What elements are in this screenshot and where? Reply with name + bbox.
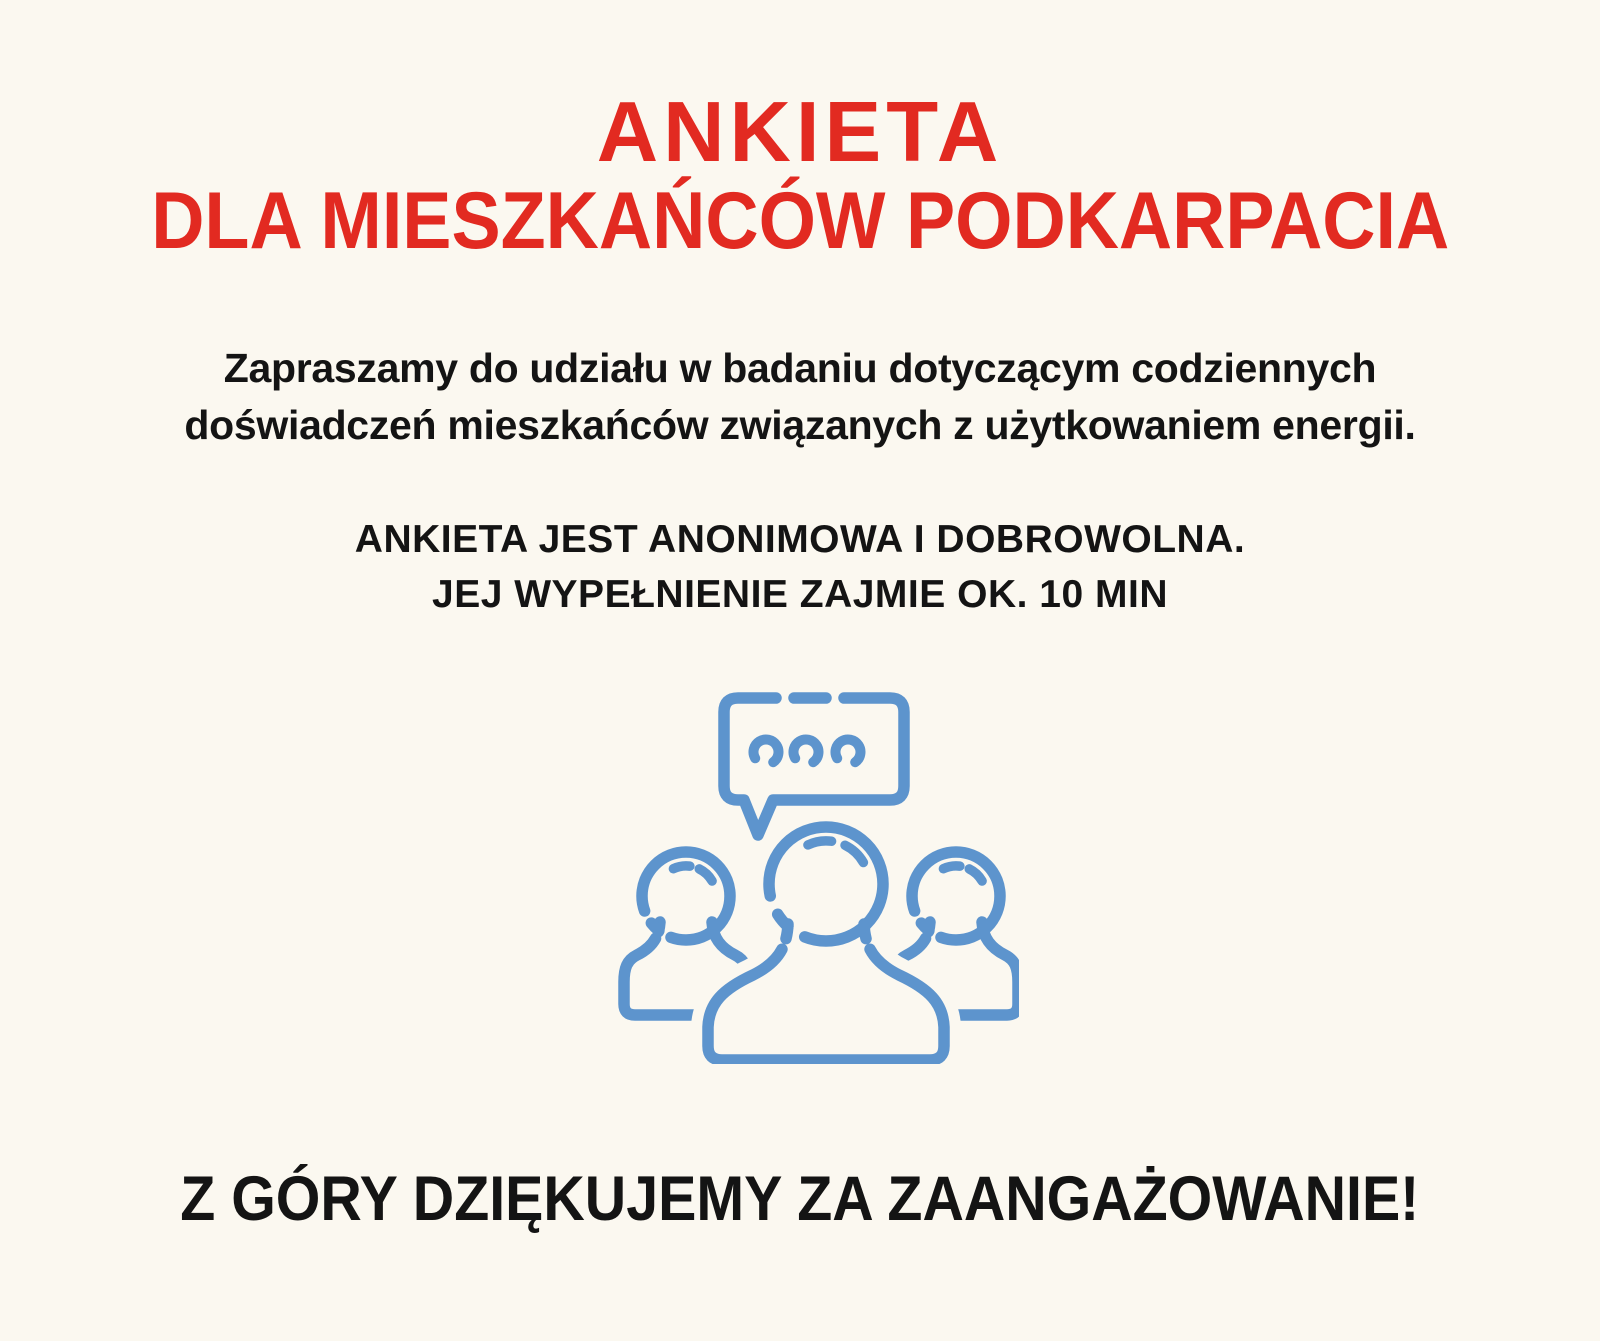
person-center [708,827,944,1060]
poster-title-line2-text: DLA MIESZKAŃCÓW PODKARPACIA [150,176,1450,266]
info-line2: JEJ WYPEŁNIENIE ZAJMIE OK. 10 MIN [432,573,1168,616]
poster-title-line1: ANKIETA [596,85,1004,180]
thanks-line-text: Z GÓRY DZIĘKUJEMY ZA ZAANGAŻOWANIE! [180,1164,1420,1234]
thanks-line [0,1164,1600,1234]
info-line1: ANKIETA JEST ANONIMOWA I DOBROWOLNA. [354,518,1246,561]
speech-dots [753,739,860,762]
intro-line2: doświadczeń mieszkańców związanych z użytkowaniem energii. [184,402,1416,448]
survey-info [0,512,1600,622]
intro-paragraph [0,340,1600,454]
poster-title-line2 [0,176,1600,266]
people-discussion-icon [601,672,1019,1064]
intro-line1: Zapraszamy do udziału w badaniu dotyczącym codziennych [223,345,1377,391]
